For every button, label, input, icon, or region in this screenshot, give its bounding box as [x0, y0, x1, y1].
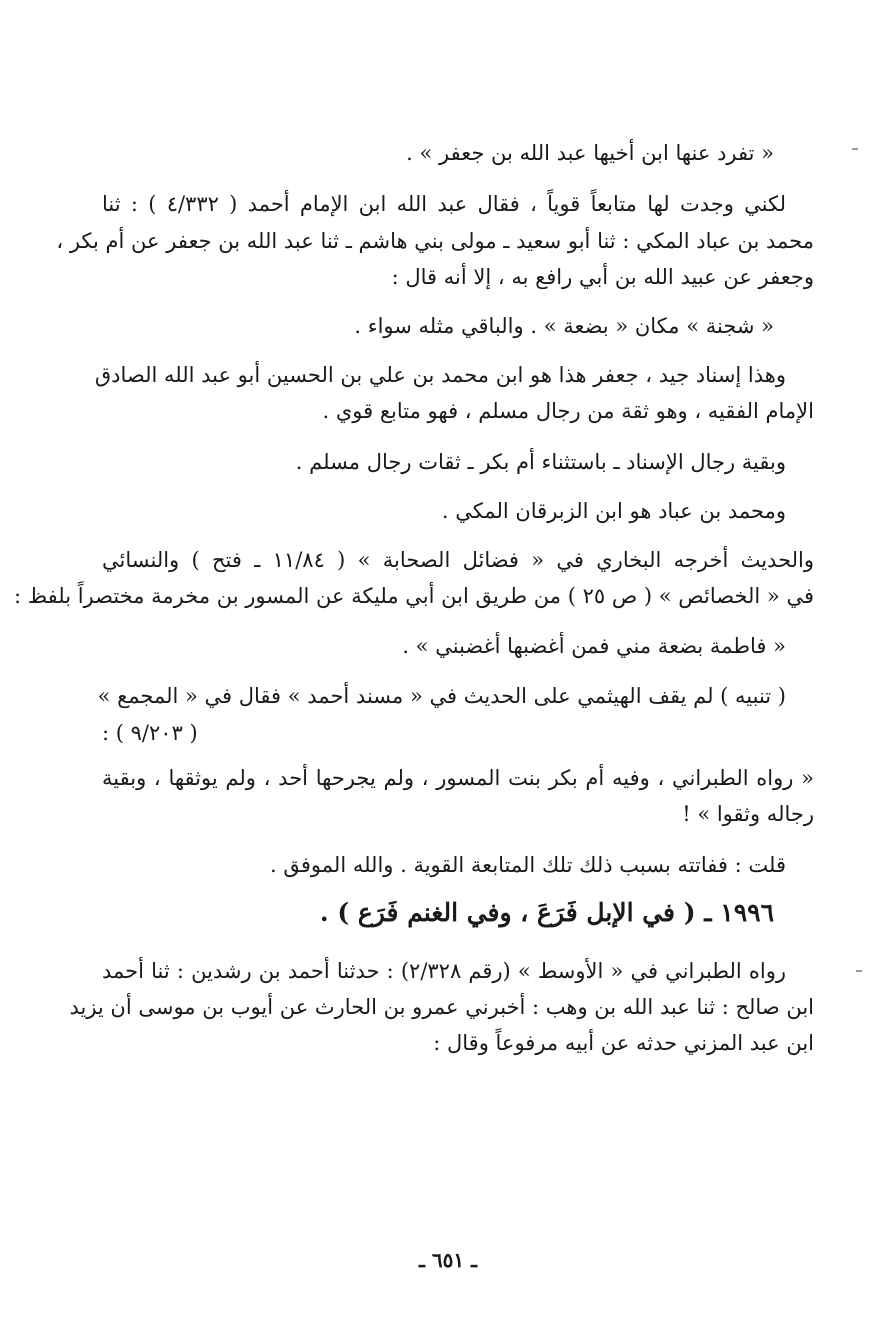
- text-line: ( تنبيه ) لم يقف الهيثمي على الحديث في « مسند أحمد » فقال في « المجمع »: [97, 684, 786, 708]
- text-line: رواه الطبراني في « الأوسط » (رقم ٢/٣٢٨) : حدثنا أحمد بن رشدين : ثنا أحمد: [102, 959, 787, 983]
- text-line: قلت : ففاتته بسبب ذلك تلك المتابعة القوية . والله الموفق .: [270, 853, 786, 877]
- text-line: والحديث أخرجه البخاري في « فضائل الصحابة » ( ١١/٨٤ ـ فتح ) والنسائي: [102, 548, 815, 572]
- text-line: وبقية رجال الإسناد ـ باستثناء أم بكر ـ ثقات رجال مسلم .: [295, 450, 786, 474]
- text-line: وجعفر عن عبيد الله بن أبي رافع به ، إلا أنه قال :: [391, 265, 814, 289]
- scan-mark: [856, 970, 862, 972]
- text-line: « فاطمة بضعة مني فمن أغضبها أغضبني » .: [402, 634, 786, 658]
- text-line: في « الخصائص » ( ص ٢٥ ) من طريق ابن أبي مليكة عن المسور بن مخرمة مختصراً بلفظ :: [13, 584, 814, 608]
- text-line: ( ٩/٢٠٣ ) :: [102, 721, 198, 745]
- text-line: « شجنة » مكان « بضعة » . والباقي مثله سواء .: [354, 314, 774, 338]
- text-line: رجاله وثقوا » !: [682, 802, 814, 826]
- hadith-heading: ١٩٩٦ ـ ( في الإبل فَرَعَ ، وفي الغنم فَرَع ) .: [319, 898, 774, 927]
- text-line: « تفرد عنها ابن أخيها عبد الله بن جعفر » .: [406, 141, 774, 165]
- text-line: لكني وجدت لها متابعاً قوياً ، فقال عبد الله ابن الإمام أحمد ( ٤/٣٣٢ ) : ثنا: [102, 192, 786, 216]
- text-line: وهذا إسناد جيد ، جعفر هذا هو ابن محمد بن علي بن الحسين أبو عبد الله الصادق: [94, 363, 786, 387]
- text-line: محمد بن عباد المكي : ثنا أبو سعيد ـ مولى بني هاشم ـ ثنا عبد الله بن جعفر عن أم بكر ،: [56, 229, 814, 253]
- text-line: ابن صالح : ثنا عبد الله بن وهب : أخبرني عمرو بن الحارث عن أيوب بن موسى أن يزيد: [69, 995, 814, 1019]
- text-line: ومحمد بن عباد هو ابن الزبرقان المكي .: [441, 499, 786, 523]
- text-line: « رواه الطبراني ، وفيه أم بكر بنت المسور ، ولم يجرحها أحد ، ولم يوثقها ، وبقية: [102, 766, 814, 790]
- text-line: ابن عبد المزني حدثه عن أبيه مرفوعاً وقال :: [433, 1031, 814, 1055]
- page-number: ـ ٦٥١ ـ: [419, 1248, 477, 1272]
- text-line: الإمام الفقيه ، وهو ثقة من رجال مسلم ، فهو متابع قوي .: [322, 399, 814, 423]
- scan-mark: [852, 148, 858, 150]
